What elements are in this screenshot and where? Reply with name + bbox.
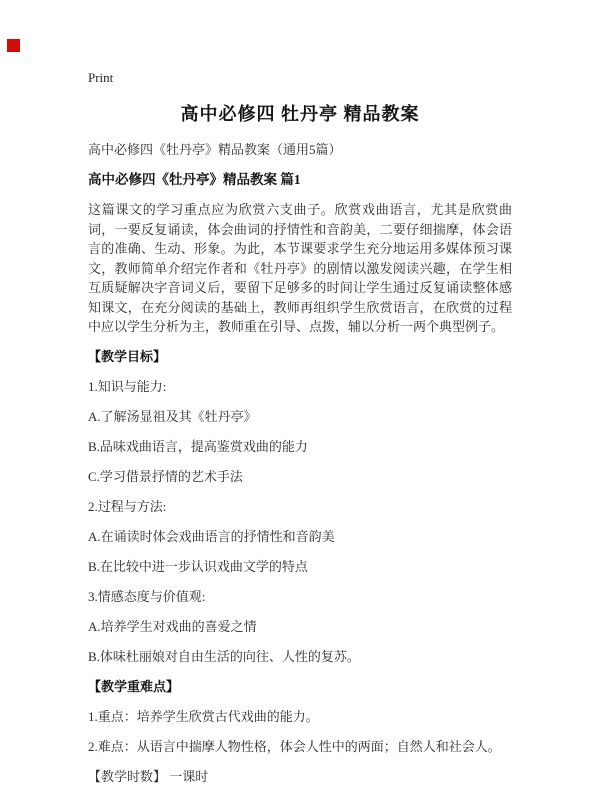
list-item: 1.知识与能力: — [88, 379, 167, 394]
red-marker — [7, 39, 20, 52]
list-item: A.了解汤显祖及其《牡丹亭》 — [88, 409, 257, 424]
list-item: 2.过程与方法: — [88, 499, 167, 514]
list-item: B.品味戏曲语言，提高鉴赏戏曲的能力 — [88, 439, 308, 454]
list-item: 1.重点：培养学生欣赏古代戏曲的能力。 — [88, 709, 319, 724]
section-heading: 高中必修四《牡丹亭》精品教案 篇1 — [88, 172, 301, 187]
list-item: A.在诵读时体会戏曲语言的抒情性和音韵美 — [88, 529, 335, 544]
doc-subtitle: 高中必修四《牡丹亭》精品教案（通用5篇） — [88, 142, 342, 157]
document-content — [88, 0, 512, 787]
list-item: C.学习借景抒情的艺术手法 — [88, 469, 243, 484]
intro-paragraph: 这篇课文的学习重点应为欣赏六支曲子。欣赏戏曲语言，尤其是欣赏曲词，一要反复诵读，体会曲词的抒情性和音韵美，二要仔细揣摩，体会语言的准确、生动、形象。为此，本节课要求学生充分地运用多媒体预习课文，教师简单介绍完作者和《牡丹亭》的剧情以激发阅读兴趣，在学生相互质疑解决字音词义后，要留下足够多的时间让学生通过反复诵读整体感知课文，在充分阅读的基础上，教师再组织学生欣赏语言，在欣赏的过程中应以学生分析为主，教师重在引导、点拨，辅以分析一两个典型例子。 — [88, 202, 512, 334]
print-link[interactable]: Print — [88, 70, 114, 85]
list-item: 2.难点：从语言中揣摩人物性格，体会人性中的两面；自然人和社会人。 — [88, 739, 501, 754]
list-item: B.在比较中进一步认识戏曲文学的特点 — [88, 559, 308, 574]
teaching-hours-line: 【教学时数】 一课时 — [88, 769, 209, 784]
list-item: A.培养学生对戏曲的喜爱之情 — [88, 619, 257, 634]
list-item: B.体味杜丽娘对自由生活的向往、人性的复苏。 — [88, 649, 360, 664]
page-title: 高中必修四 牡丹亭 精品教案 — [180, 104, 420, 124]
key-points-heading: 【教学重难点】 — [88, 679, 180, 694]
teaching-goals-heading: 【教学目标】 — [88, 349, 167, 364]
list-item: 3.情感态度与价值观: — [88, 589, 206, 604]
